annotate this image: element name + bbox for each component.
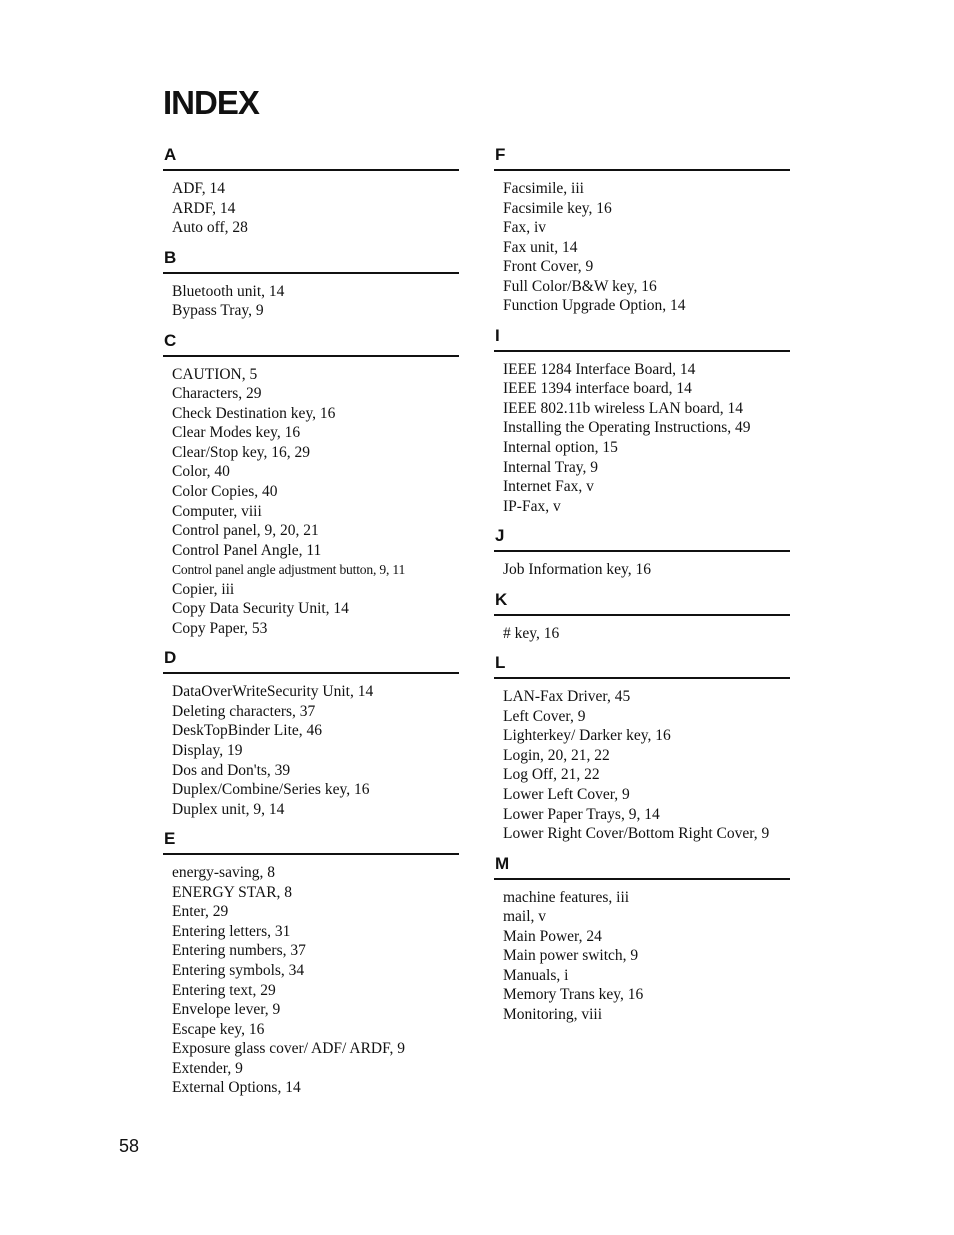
index-entry: ARDF, 14 (172, 199, 236, 217)
index-entry: Escape key, 16 (172, 1020, 265, 1038)
section-divider (163, 272, 459, 274)
section-letter: A (164, 145, 177, 164)
index-entry: DeskTopBinder Lite, 46 (172, 722, 323, 740)
index-entry-list (494, 560, 790, 580)
section-letter: F (495, 145, 506, 164)
index-entry: Facsimile, iii (503, 180, 584, 197)
index-entry: Check Destination key, 16 (172, 404, 336, 422)
section-divider (494, 878, 790, 880)
index-entry: Front Cover, 9 (503, 258, 594, 276)
index-entry: External Options, 14 (172, 1079, 301, 1097)
index-entry: Dos and Don'ts, 39 (172, 761, 291, 779)
section-divider (163, 853, 459, 855)
index-entry: Enter, 29 (172, 903, 229, 921)
index-entry: IP-Fax, v (503, 497, 561, 515)
index-entry-list (163, 863, 459, 1098)
index-entry: Memory Trans key, 16 (503, 986, 644, 1004)
index-column-right (494, 145, 790, 1035)
index-section-i (494, 326, 790, 516)
index-entry: Lower Paper Trays, 9, 14 (503, 805, 660, 823)
index-section-j (494, 526, 790, 580)
index-entry: mail, v (503, 908, 547, 926)
index-section-e (163, 829, 459, 1098)
section-divider (494, 550, 790, 552)
index-entry-list (494, 360, 790, 516)
section-letter: C (164, 330, 177, 350)
index-entry: Bypass Tray, 9 (172, 302, 264, 320)
index-entry: Computer, viii (172, 502, 262, 520)
index-entry: Facsimile key, 16 (503, 199, 612, 217)
section-divider (163, 672, 459, 674)
index-entry: Fax unit, 14 (503, 238, 578, 256)
index-entry: Internal Tray, 9 (503, 458, 598, 476)
index-entry-list (163, 365, 459, 639)
index-entry: Fax, iv (503, 219, 547, 237)
section-divider (494, 350, 790, 352)
section-divider (163, 355, 459, 357)
section-divider (494, 614, 790, 616)
section-letter: E (164, 829, 176, 849)
index-section-d (163, 648, 459, 819)
index-entry: Color Copies, 40 (172, 483, 278, 501)
section-divider (494, 677, 790, 679)
index-entry-list (163, 282, 459, 321)
index-entry: machine features, iii (503, 888, 630, 906)
section-letter: D (164, 648, 177, 668)
index-entry: Copy Data Security Unit, 14 (172, 600, 349, 618)
index-entry: Lower Left Cover, 9 (503, 786, 630, 804)
index-section-k (494, 590, 790, 644)
index-entry: ADF, 14 (172, 180, 226, 197)
index-entry: Login, 20, 21, 22 (503, 746, 610, 764)
index-entry: Bluetooth unit, 14 (172, 282, 285, 300)
index-entry: Function Upgrade Option, 14 (503, 297, 686, 315)
index-entry: Entering symbols, 34 (172, 961, 305, 979)
index-entry: Characters, 29 (172, 385, 262, 403)
index-entry: Job Information key, 16 (503, 561, 651, 579)
section-divider (163, 169, 459, 171)
index-entry: Full Color/B&W key, 16 (503, 277, 657, 295)
index-entry: Entering numbers, 37 (172, 942, 306, 960)
index-entry: Main Power, 24 (503, 927, 602, 945)
index-entry: Color, 40 (172, 463, 230, 481)
index-entry-list (163, 682, 459, 819)
index-entry: Left Cover, 9 (503, 707, 586, 725)
section-letter: J (495, 526, 505, 546)
index-entry: Deleting characters, 37 (172, 702, 316, 720)
index-entry: CAUTION, 5 (172, 365, 258, 383)
index-entry: Installing the Operating Instructions, 49 (503, 419, 751, 437)
page-number: 58 (119, 1136, 140, 1156)
index-entry: Internal option, 15 (503, 439, 618, 457)
page-title: INDEX (163, 84, 259, 121)
index-column-left (163, 145, 459, 1108)
index-entry: Duplex unit, 9, 14 (172, 800, 285, 818)
index-entry-list (163, 179, 459, 238)
index-entry: Lower Right Cover/Bottom Right Cover, 9 (503, 825, 770, 843)
index-entry: LAN-Fax Driver, 45 (503, 688, 631, 706)
index-entry: Lighterkey/ Darker key, 16 (503, 727, 671, 745)
index-entry: Entering text, 29 (172, 981, 276, 999)
index-entry-list (494, 687, 790, 843)
index-entry: Internet Fax, v (503, 478, 594, 496)
index-section-m (494, 854, 790, 1025)
index-entry-list (494, 179, 790, 316)
index-entry: Manuals, i (503, 966, 569, 984)
index-entry: Exposure glass cover/ ADF/ ARDF, 9 (172, 1040, 405, 1058)
index-section-b (163, 248, 459, 321)
index-section-l (494, 653, 790, 843)
index-entry-list (494, 624, 790, 644)
index-entry: Control panel angle adjustment button, 9, 11 (172, 562, 406, 578)
index-entry-list (494, 888, 790, 1025)
index-entry: IEEE 1394 interface board, 14 (503, 380, 692, 398)
index-entry: Auto off, 28 (172, 219, 248, 237)
index-section-c (163, 331, 459, 639)
index-entry: Control Panel Angle, 11 (172, 541, 322, 559)
section-letter: B (164, 247, 177, 267)
index-section-f (494, 145, 790, 316)
index-entry: DataOverWriteSecurity Unit, 14 (172, 683, 374, 701)
index-entry: Control panel, 9, 20, 21 (172, 522, 319, 540)
section-divider (494, 169, 790, 171)
section-letter: I (495, 325, 500, 345)
index-entry: IEEE 802.11b wireless LAN board, 14 (503, 399, 744, 417)
index-entry: Duplex/Combine/Series key, 16 (172, 781, 370, 799)
index-entry: Monitoring, viii (503, 1005, 603, 1023)
index-entry: Entering letters, 31 (172, 922, 291, 940)
section-letter: K (495, 589, 508, 609)
index-entry: Log Off, 21, 22 (503, 766, 600, 784)
index-entry: IEEE 1284 Interface Board, 14 (503, 360, 696, 378)
index-entry: Extender, 9 (172, 1059, 243, 1077)
index-entry: Clear/Stop key, 16, 29 (172, 443, 311, 461)
index-entry: Copy Paper, 53 (172, 619, 268, 637)
index-entry: Display, 19 (172, 742, 243, 760)
index-section-a (163, 145, 459, 238)
index-entry: Main power switch, 9 (503, 947, 639, 965)
index-entry: Envelope lever, 9 (172, 1001, 281, 1019)
index-entry: Copier, iii (172, 580, 235, 598)
section-letter: M (495, 853, 510, 873)
section-letter: L (495, 653, 506, 673)
index-entry: # key, 16 (503, 624, 560, 642)
index-entry: energy-saving, 8 (172, 864, 276, 882)
index-entry: ENERGY STAR, 8 (172, 883, 293, 901)
index-entry: Clear Modes key, 16 (172, 424, 301, 442)
